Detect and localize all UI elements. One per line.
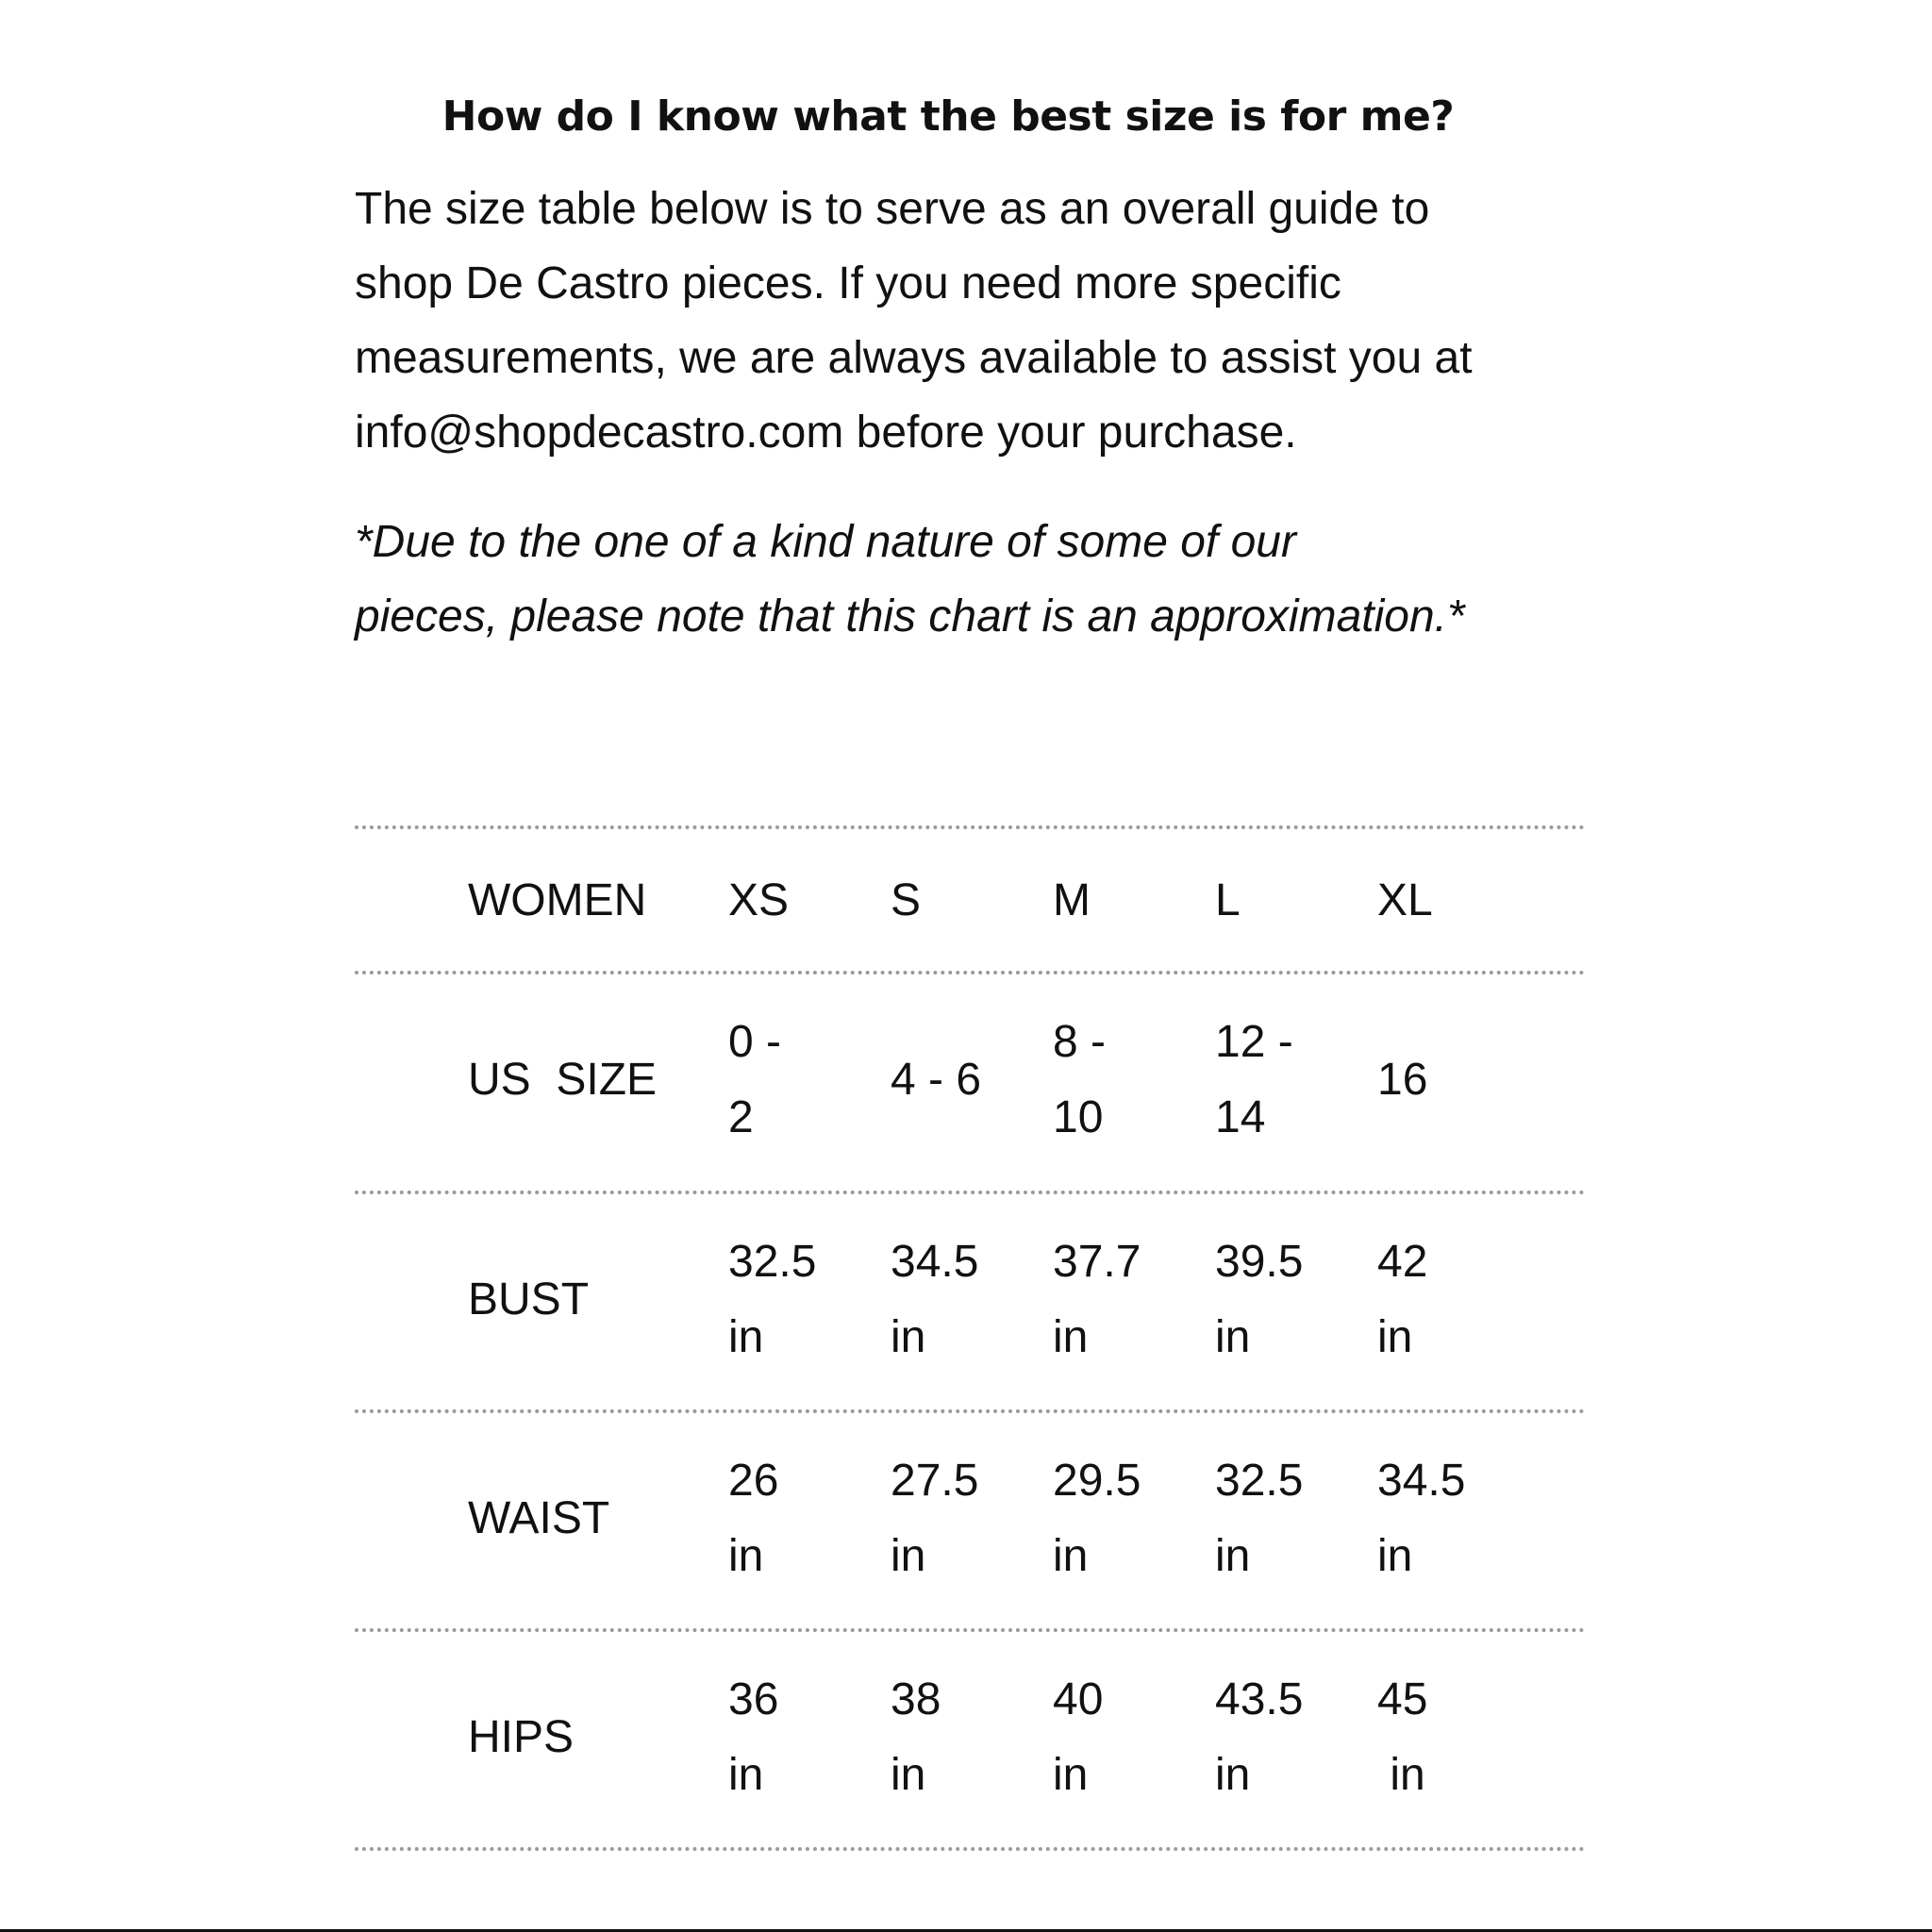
table-cell: [891, 1443, 978, 1594]
cell-line: in: [1377, 1312, 1413, 1362]
cell-line: 38: [891, 1674, 941, 1724]
cell-line: 43.5: [1215, 1674, 1304, 1724]
table-divider: [355, 825, 1585, 829]
table-cell: [1053, 1443, 1141, 1594]
header-size-s: S: [891, 875, 922, 925]
cell-line: 14: [1215, 1092, 1266, 1142]
cell-line: 32.5: [1215, 1456, 1304, 1506]
table-cell: [891, 1662, 941, 1813]
header-women: WOMEN: [468, 875, 647, 925]
header-size-xl: XL: [1377, 875, 1433, 925]
cell-line: 16: [1377, 1055, 1428, 1105]
table-cell: [728, 1224, 816, 1375]
cell-line: 0 -: [728, 1017, 782, 1067]
header-size-xs: XS: [728, 875, 790, 925]
table-cell: [1377, 1443, 1465, 1594]
cell-line: 27.5: [891, 1456, 979, 1506]
cell-line: 39.5: [1215, 1237, 1304, 1287]
table-cell: [1215, 1224, 1303, 1375]
cell-line: in: [1215, 1312, 1251, 1362]
cell-line: 36: [728, 1674, 779, 1724]
cell-line: in: [728, 1750, 764, 1800]
table-cell: [1053, 1005, 1106, 1156]
intro-line: info@shopdecastro.com before your purchase.: [355, 408, 1297, 458]
cell-line: in: [1377, 1750, 1425, 1800]
table-cell: [1377, 1224, 1427, 1375]
table-cell: [1215, 1005, 1293, 1156]
table-cell: [891, 1042, 981, 1118]
table-cell: [1377, 1042, 1427, 1118]
table-cell: [728, 1005, 781, 1156]
table-cell: [728, 1662, 778, 1813]
header-size-l: L: [1215, 875, 1241, 925]
table-cell: [728, 1443, 778, 1594]
table-cell: [1215, 1443, 1303, 1594]
table-cell: [1215, 1662, 1303, 1813]
cell-line: in: [891, 1750, 926, 1800]
cell-line: in: [891, 1312, 926, 1362]
cell-line: in: [1053, 1312, 1089, 1362]
intro-line: The size table below is to serve as an overall guide to: [355, 184, 1430, 234]
note-line: *Due to the one of a kind nature of some of our: [355, 517, 1296, 567]
approximation-note: [355, 505, 1619, 654]
cell-line: 12 -: [1215, 1017, 1293, 1067]
cell-line: 26: [728, 1456, 779, 1506]
cell-line: in: [1215, 1750, 1251, 1800]
table-divider: [355, 1409, 1585, 1413]
table-cell: [1053, 1662, 1103, 1813]
cell-line: in: [728, 1531, 764, 1581]
intro-line: shop De Castro pieces. If you need more specific: [355, 258, 1341, 308]
table-divider: [355, 1191, 1585, 1194]
cell-line: 42: [1377, 1237, 1428, 1287]
cell-line: in: [891, 1531, 926, 1581]
page-heading: How do I know what the best size is for me?: [441, 92, 1455, 141]
cell-line: 4 - 6: [891, 1055, 982, 1105]
cell-line: in: [1053, 1750, 1089, 1800]
row-label: BUST: [468, 1274, 590, 1324]
cell-line: 29.5: [1053, 1456, 1141, 1506]
cell-line: 2: [728, 1092, 754, 1142]
intro-paragraph: [355, 172, 1619, 470]
row-label: HIPS: [468, 1712, 575, 1762]
cell-line: 10: [1053, 1092, 1104, 1142]
table-divider: [355, 1847, 1585, 1851]
row-label: WAIST: [468, 1493, 610, 1543]
row-label: US SIZE: [468, 1055, 658, 1105]
table-cell: [891, 1224, 978, 1375]
cell-line: in: [1053, 1531, 1089, 1581]
cell-line: in: [1377, 1531, 1413, 1581]
cell-line: in: [1215, 1531, 1251, 1581]
header-size-m: M: [1053, 875, 1091, 925]
table-cell: [1053, 1224, 1141, 1375]
cell-line: 34.5: [891, 1237, 979, 1287]
cell-line: 37.7: [1053, 1237, 1141, 1287]
table-divider: [355, 1628, 1585, 1632]
table-divider: [355, 971, 1585, 974]
cell-line: 32.5: [728, 1237, 817, 1287]
intro-line: measurements, we are always available to assist you at: [355, 333, 1473, 383]
note-line: pieces, please note that this chart is an approximation.*: [355, 591, 1465, 641]
cell-line: 8 -: [1053, 1017, 1107, 1067]
cell-line: 45: [1377, 1674, 1428, 1724]
cell-line: 34.5: [1377, 1456, 1466, 1506]
table-cell: [1377, 1662, 1427, 1813]
cell-line: in: [728, 1312, 764, 1362]
cell-line: 40: [1053, 1674, 1104, 1724]
